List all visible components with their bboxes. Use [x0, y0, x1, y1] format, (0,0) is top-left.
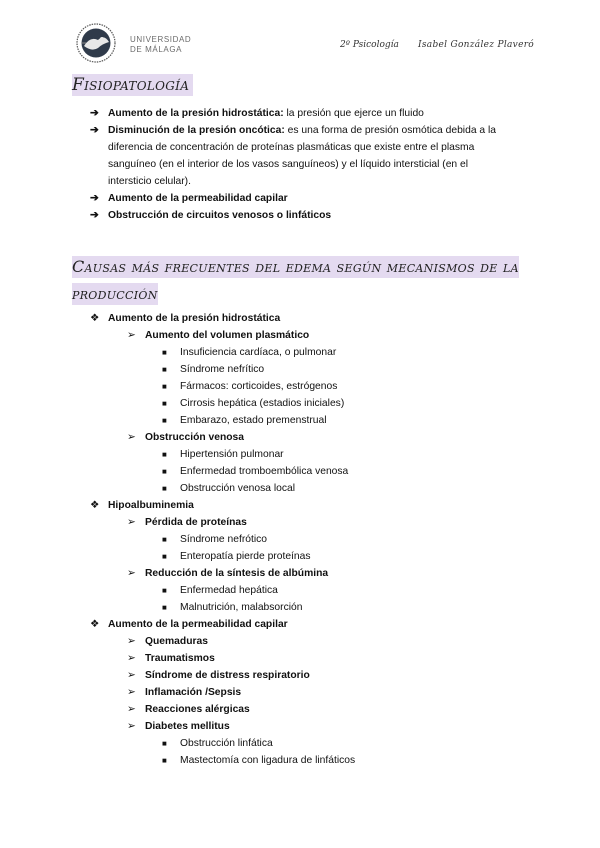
outline-level3-label: Cirrosis hepática (estadios iniciales) [180, 398, 345, 409]
list-item-continuation: diferencia de concentración de proteínas plasmáticas que existe entre el plasma [108, 142, 475, 153]
outline-level3-item [90, 480, 530, 497]
outline-level3-item [90, 582, 530, 599]
outline-level3-label: Enteropatía pierde proteínas [180, 551, 311, 562]
chevron-bullet-icon: ➢ [127, 721, 136, 732]
outline-level3-item [90, 531, 530, 548]
outline-level3-label: Síndrome nefrítico [180, 364, 265, 375]
list-item-continuation: sanguíneo (en el interior de los vasos sanguíneos) y el líquido intersticial (en el [108, 159, 469, 170]
list-item [90, 122, 520, 139]
outline-level3-label: Obstrucción venosa local [180, 483, 296, 494]
square-bullet-icon: ■ [162, 535, 167, 544]
chevron-bullet-icon: ➢ [127, 636, 136, 647]
list-item-term: Aumento de la presión hidrostática: [108, 108, 284, 119]
outline-level1-item [90, 497, 530, 514]
square-bullet-icon: ■ [162, 756, 167, 765]
outline-level2-item [90, 633, 530, 650]
outline-level3-item [90, 752, 530, 769]
causas-edema-outline [90, 310, 530, 769]
outline-level3-item [90, 361, 530, 378]
square-bullet-icon: ■ [162, 467, 167, 476]
outline-level3-item [90, 344, 530, 361]
chevron-bullet-icon: ➢ [127, 568, 136, 579]
outline-level2-label: Reducción de la síntesis de albúmina [145, 568, 329, 579]
fisiopatologia-list [90, 105, 520, 224]
page-header [0, 0, 600, 70]
university-seal-logo [72, 22, 122, 64]
chevron-bullet-icon: ➢ [127, 432, 136, 443]
outline-level1-label: Aumento de la presión hidrostática [108, 313, 281, 324]
outline-level1-item [90, 616, 530, 633]
outline-level3-label: Hipertensión pulmonar [180, 449, 284, 460]
square-bullet-icon: ■ [162, 603, 167, 612]
arrow-bullet-icon: ➔ [90, 108, 99, 119]
outline-level2-label: Obstrucción venosa [145, 432, 244, 443]
outline-level3-item [90, 395, 530, 412]
arrow-bullet-icon: ➔ [90, 193, 99, 204]
outline-level3-label: Malnutrición, malabsorción [180, 602, 303, 613]
arrow-bullet-icon: ➔ [90, 210, 99, 221]
outline-level2-label: Traumatismos [145, 653, 215, 664]
diamond-bullet-icon: ❖ [90, 619, 100, 630]
outline-level3-label: Fármacos: corticoides, estrógenos [180, 381, 338, 392]
outline-level3-item [90, 735, 530, 752]
list-item-term: Aumento de la permeabilidad capilar [108, 193, 288, 204]
section-title-causas-line1: Causas más frecuentes del edema según mecanismos de la [72, 257, 519, 276]
chevron-bullet-icon: ➢ [127, 670, 136, 681]
outline-level1-label: Aumento de la permeabilidad capilar [108, 619, 288, 630]
list-item-term: Obstrucción de circuitos venosos o linfáticos [108, 210, 332, 221]
outline-level1-label: Hipoalbuminemia [108, 500, 194, 511]
list-item-term: Disminución de la presión oncótica: [108, 125, 285, 136]
chevron-bullet-icon: ➢ [127, 517, 136, 528]
list-item-description: la presión que ejerce un fluido [283, 108, 424, 119]
chevron-bullet-icon: ➢ [127, 704, 136, 715]
square-bullet-icon: ■ [162, 739, 167, 748]
outline-level3-label: Embarazo, estado premenstrual [180, 415, 327, 426]
square-bullet-icon: ■ [162, 348, 167, 357]
outline-level2-item [90, 327, 530, 344]
diamond-bullet-icon: ❖ [90, 313, 100, 324]
outline-level2-label: Diabetes mellitus [145, 721, 230, 732]
square-bullet-icon: ■ [162, 382, 167, 391]
square-bullet-icon: ■ [162, 484, 167, 493]
outline-level3-item [90, 412, 530, 429]
outline-level3-item [90, 446, 530, 463]
square-bullet-icon: ■ [162, 399, 167, 408]
outline-level3-item [90, 463, 530, 480]
outline-level2-item [90, 429, 530, 446]
university-name-line1: UNIVERSIDAD [130, 35, 192, 44]
outline-level1-item [90, 310, 530, 327]
square-bullet-icon: ■ [162, 552, 167, 561]
outline-level2-item [90, 514, 530, 531]
diamond-bullet-icon: ❖ [90, 500, 100, 511]
list-item-description: es una forma de presión osmótica debida a la [284, 125, 497, 136]
outline-level3-item [90, 548, 530, 565]
outline-level3-item [90, 378, 530, 395]
outline-level3-label: Mastectomía con ligadura de linfáticos [180, 755, 356, 766]
outline-level3-label: Insuficiencia cardíaca, o pulmonar [180, 347, 337, 358]
outline-level2-item [90, 684, 530, 701]
outline-level3-item [90, 599, 530, 616]
square-bullet-icon: ■ [162, 416, 167, 425]
outline-level2-item [90, 565, 530, 582]
list-item [90, 190, 520, 207]
square-bullet-icon: ■ [162, 586, 167, 595]
outline-level2-label: Reacciones alérgicas [145, 704, 250, 715]
outline-level2-label: Quemaduras [145, 636, 208, 647]
arrow-bullet-icon: ➔ [90, 125, 99, 136]
outline-level2-label: Inflamación /Sepsis [145, 687, 242, 698]
list-item-continuation: intersticio celular). [108, 176, 191, 187]
outline-level2-item [90, 701, 530, 718]
author-name: Isabel González Plaveró [418, 40, 535, 50]
university-name [130, 35, 191, 55]
section-title-causas-line2: producción [72, 284, 158, 303]
outline-level3-label: Obstrucción linfática [180, 738, 273, 749]
outline-level3-label: Enfermedad hepática [180, 585, 278, 596]
square-bullet-icon: ■ [162, 450, 167, 459]
outline-level2-item [90, 667, 530, 684]
outline-level3-label: Enfermedad tromboembólica venosa [180, 466, 349, 477]
section-title-fisiopatologia: Fisiopatología [72, 74, 193, 96]
outline-level2-item [90, 650, 530, 667]
list-item [90, 207, 520, 224]
square-bullet-icon: ■ [162, 365, 167, 374]
outline-level2-label: Pérdida de proteínas [145, 517, 247, 528]
outline-level2-label: Síndrome de distress respiratorio [145, 670, 310, 681]
chevron-bullet-icon: ➢ [127, 653, 136, 664]
outline-level2-label: Aumento del volumen plasmático [145, 330, 310, 341]
chevron-bullet-icon: ➢ [127, 687, 136, 698]
chevron-bullet-icon: ➢ [127, 330, 136, 341]
outline-level2-item [90, 718, 530, 735]
university-name-line2: DE MÁLAGA [130, 45, 183, 54]
list-item [90, 105, 520, 122]
outline-level3-label: Síndrome nefrótico [180, 534, 267, 545]
course-label: 2º Psicología [340, 40, 399, 50]
